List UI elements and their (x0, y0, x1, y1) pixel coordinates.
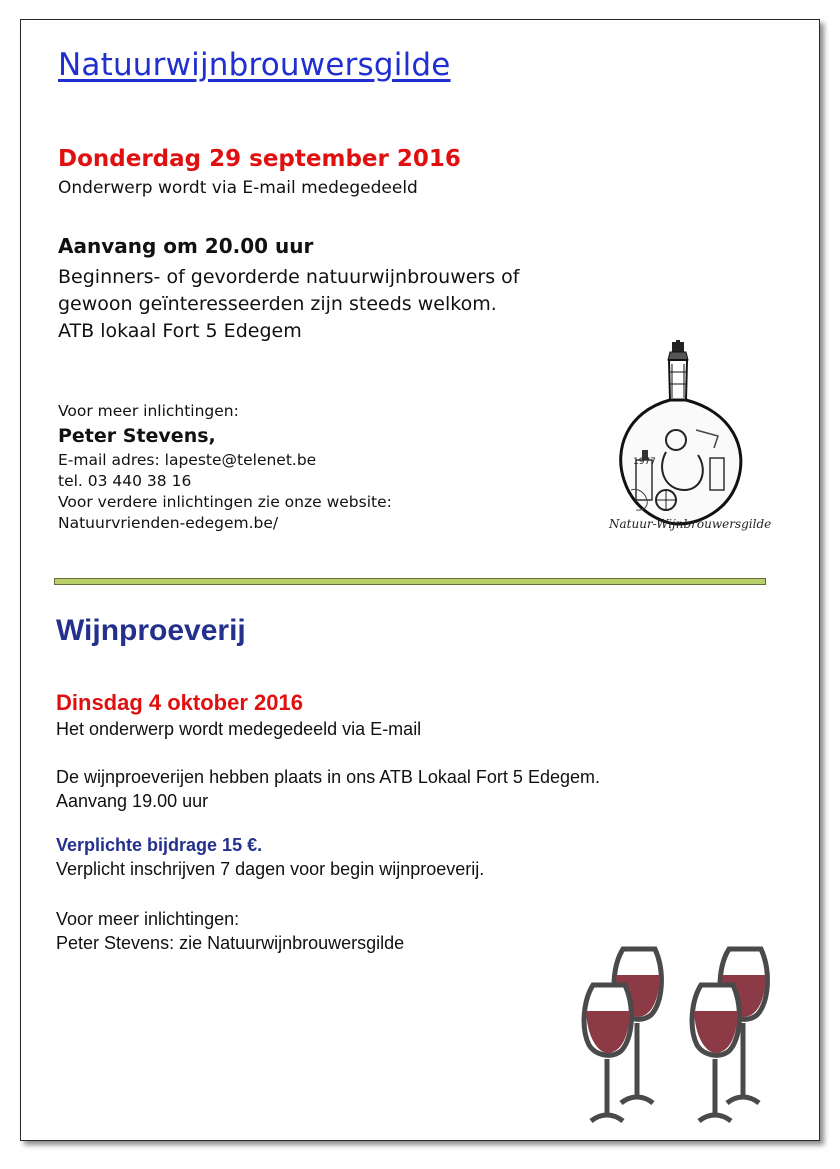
tasting-contact: Peter Stevens: zie Natuurwijnbrouwersgilde (56, 933, 405, 953)
gilde-contact-block (58, 401, 392, 534)
tasting-subject: Het onderwerp wordt medegedeeld via E-mail (56, 719, 422, 739)
tasting-registration: Verplicht inschrijven 7 dagen voor begin wijnproeverij. (56, 859, 485, 879)
flyer-page (20, 19, 820, 1141)
contact-email: E-mail adres: lapeste@telenet.be (58, 451, 317, 469)
gilde-line: gewoon geïnteresseerden zijn steeds welkom. (58, 293, 497, 315)
info-heading: Voor meer inlichtingen: (56, 909, 240, 929)
website-intro: Voor verdere inlichtingen zie onze website: (58, 493, 392, 511)
gilde-start-time: Aanvang om 20.00 uur (58, 234, 314, 258)
website-link[interactable]: Natuurvrienden-edegem.be/ (58, 514, 279, 532)
contact-phone: tel. 03 440 38 16 (58, 472, 192, 490)
gilde-description (58, 264, 520, 345)
tasting-start-time: Aanvang 19.00 uur (56, 791, 209, 811)
tasting-title: Wijnproeverij (56, 614, 246, 647)
gilde-line: Beginners- of gevorderde natuurwijnbrouwers of (58, 266, 520, 288)
section-divider (54, 578, 766, 585)
contact-name: Peter Stevens, (58, 425, 216, 447)
tasting-contact-block (56, 907, 404, 955)
tasting-date: Dinsdag 4 oktober 2016 (56, 690, 303, 715)
tasting-contribution: Verplichte bijdrage 15 €. (56, 835, 263, 855)
tasting-details (56, 765, 600, 813)
info-heading: Voor meer inlichtingen: (58, 402, 239, 420)
gilde-title-link[interactable]: Natuurwijnbrouwersgilde (58, 47, 451, 83)
wine-glasses-icon (561, 945, 776, 1130)
gilde-date: Donderdag 29 september 2016 (58, 146, 461, 172)
wine-bottle-logo-icon (606, 340, 756, 540)
gilde-location: ATB lokaal Fort 5 Edegem (58, 320, 302, 342)
tasting-location: De wijnproeverijen hebben plaats in ons ATB Lokaal Fort 5 Edegem. (56, 767, 600, 787)
logo-year: 1977 (633, 457, 656, 467)
gilde-subject: Onderwerp wordt via E-mail medegedeeld (58, 178, 418, 198)
logo-caption: Natuur-Wijnbrouwersgilde (609, 517, 772, 531)
